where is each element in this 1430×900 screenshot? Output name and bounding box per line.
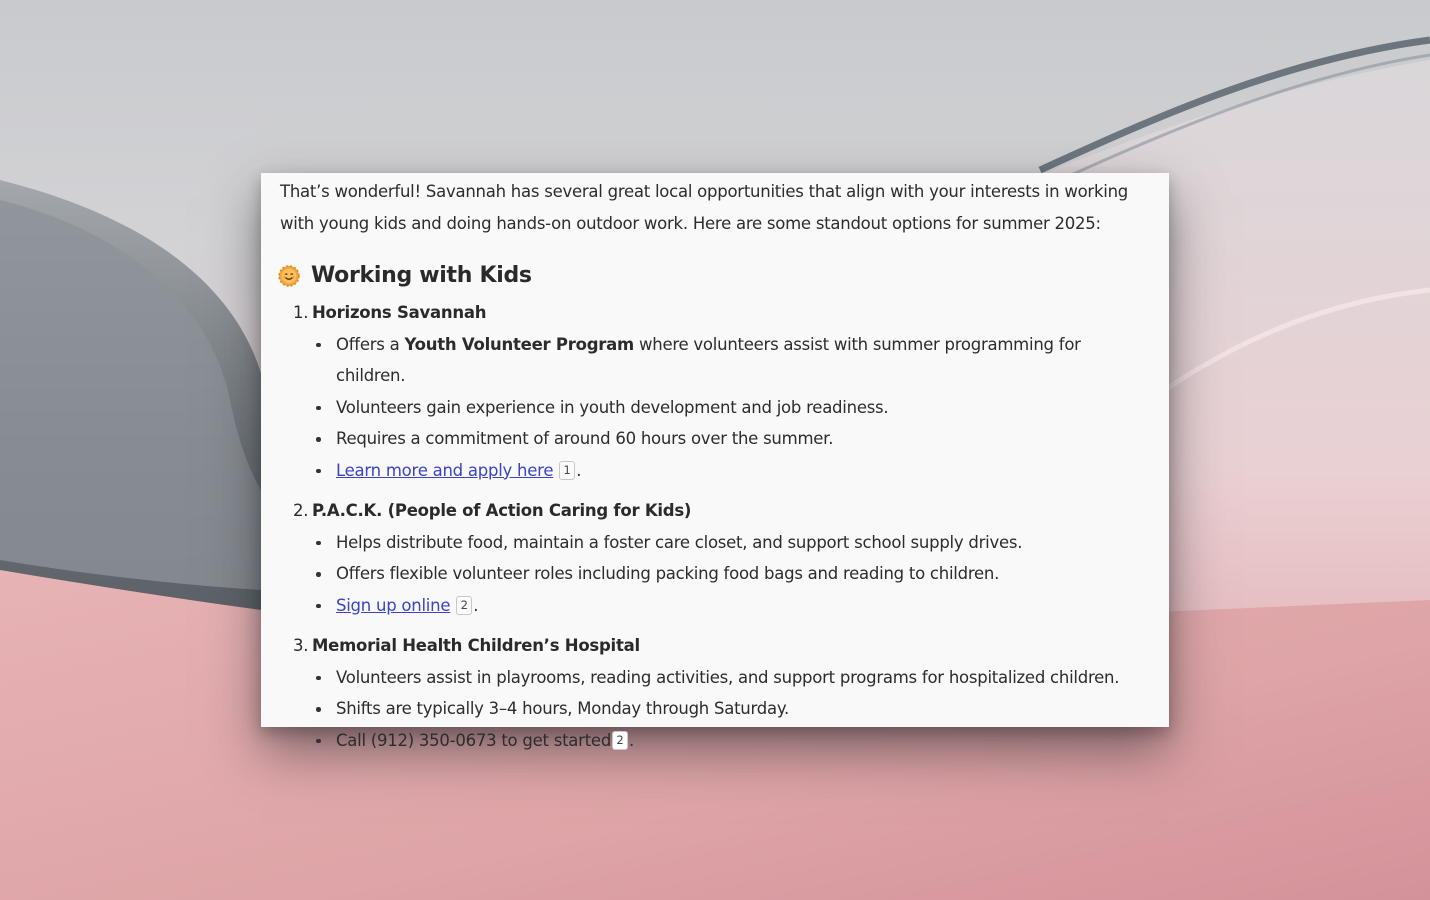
organization-list	[280, 297, 1151, 756]
detail-item: Offers flexible volunteer roles including packing food bags and reading to children.	[316, 558, 1151, 590]
learn-more-link[interactable]: Learn more and apply here	[336, 460, 554, 480]
detail-item: Shifts are typically 3–4 hours, Monday through Saturday.	[316, 693, 1151, 725]
list-item	[293, 297, 1151, 486]
sentence-end: .	[629, 730, 635, 750]
org-details	[293, 527, 1151, 622]
citation-badge[interactable]: 2	[456, 596, 472, 615]
detail-item	[316, 725, 1151, 757]
list-number: 2.	[293, 501, 309, 520]
detail-item	[316, 590, 1151, 622]
citation-badge[interactable]: 2	[612, 731, 628, 750]
org-details	[293, 662, 1151, 757]
assistant-message	[261, 173, 1169, 756]
citation-badge[interactable]: 1	[559, 461, 575, 480]
list-item	[293, 495, 1151, 621]
detail-item: Volunteers assist in playrooms, reading activities, and support programs for hospitalized children.	[316, 662, 1151, 694]
detail-item: Requires a commitment of around 60 hours over the summer.	[316, 423, 1151, 455]
detail-item	[316, 455, 1151, 487]
detail-bold-text: Youth Volunteer Program	[404, 334, 634, 354]
detail-text: Call (912) 350-0673 to get started	[336, 730, 612, 750]
org-name: Memorial Health Children’s Hospital	[312, 636, 640, 655]
section-title: Working with Kids	[311, 263, 532, 288]
detail-item: Volunteers gain experience in youth development and job readiness.	[316, 392, 1151, 424]
list-number: 3.	[293, 636, 309, 655]
chat-response-window	[261, 173, 1169, 750]
org-title	[293, 297, 1151, 329]
org-name: Horizons Savannah	[312, 303, 487, 322]
sign-up-link[interactable]: Sign up online	[336, 595, 451, 615]
smiling-face-icon	[277, 264, 301, 288]
org-title	[293, 495, 1151, 527]
detail-item: Helps distribute food, maintain a foster care closet, and support school supply drives.	[316, 527, 1151, 559]
intro-text: That’s wonderful! Savannah has several great local opportunities that align with your interests in working with young kids and doing hands-on outdoor work. Here are some standout options for summer 2025:	[280, 182, 1129, 233]
sentence-end: .	[473, 595, 479, 615]
detail-item	[316, 329, 1151, 392]
list-number: 1.	[293, 303, 309, 322]
detail-text: where volunteers assist with summer programming for children.	[336, 334, 1081, 385]
sentence-end: .	[576, 460, 582, 480]
list-item	[293, 630, 1151, 756]
org-details	[293, 329, 1151, 487]
org-title	[293, 630, 1151, 662]
section-heading	[277, 259, 1151, 293]
detail-text: Offers a	[336, 334, 405, 354]
org-name: P.A.C.K. (People of Action Caring for Kids)	[312, 501, 692, 520]
